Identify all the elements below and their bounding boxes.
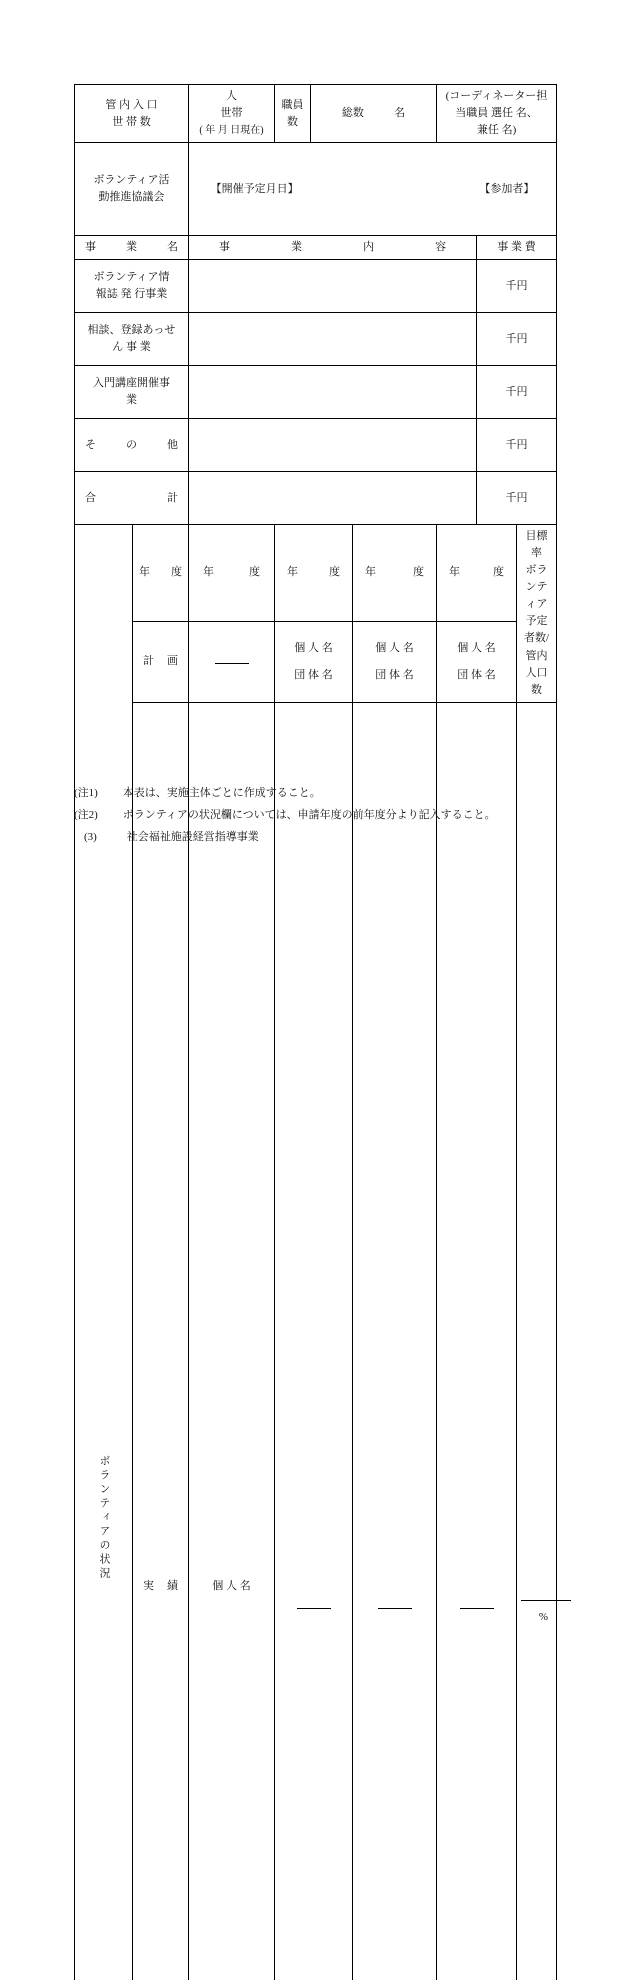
volunteer-status-side-label: ボランティアの状況 (75, 525, 133, 1980)
section-heading-3 (74, 826, 574, 848)
population-unit-person: 人 (226, 90, 237, 102)
coordinator-cell[interactable] (437, 85, 557, 143)
business-cost-4[interactable]: 千円 (477, 419, 557, 472)
grant-application-form-table (74, 84, 557, 1980)
goal-rate-cell (517, 525, 557, 702)
council-participants-label: 【参加者】 (479, 182, 535, 195)
council-row (75, 143, 557, 236)
population-date: ( 年 月 日現在) (199, 125, 264, 137)
business-name-5: 合 計 (75, 472, 189, 525)
business-name-header: 事 業 名 (75, 236, 189, 260)
dash-icon (460, 1601, 494, 1609)
table-row (75, 260, 557, 313)
footnote-1-text: 本表は、実施主体ごとに作成すること。 (122, 787, 321, 799)
header-row (75, 85, 557, 143)
goal-rate-line1: ボランティア (525, 564, 548, 611)
year-header-2: 年 度 (189, 525, 275, 621)
goal-rate-title: 目標率 (525, 530, 548, 560)
business-content-2[interactable] (189, 313, 477, 366)
business-content-3[interactable] (189, 366, 477, 419)
business-cost-header: 事 業 費 (477, 236, 557, 260)
business-cost-3[interactable]: 千円 (477, 366, 557, 419)
business-cost-5[interactable]: 千円 (477, 472, 557, 525)
footnote-1 (74, 782, 574, 804)
volunteer-result-row-1 (75, 702, 557, 1980)
plan-label: 計 画 (133, 621, 189, 702)
year-header-5: 年 度 (437, 525, 517, 621)
business-content-1[interactable] (189, 260, 477, 313)
result-cell-2[interactable] (275, 702, 353, 1980)
plan-cell-1[interactable] (189, 621, 275, 702)
footnote-2-label: (注2) (74, 809, 98, 821)
council-title-cell (75, 143, 189, 236)
table-row (75, 419, 557, 472)
plan-cell-3[interactable]: 個 人 名 団 体 名 (353, 621, 437, 702)
council-title-line1: ボランティア活 (93, 174, 170, 187)
result-first-individual[interactable]: 個 人 名 (189, 702, 275, 1980)
council-schedule-label: 【開催予定月日】 (210, 182, 299, 195)
business-name-4: そ の 他 (75, 419, 189, 472)
goal-rate-line3: 管内人口数 (525, 649, 548, 696)
goal-rate-line2: 予定者数/ (524, 615, 550, 645)
year-header-4: 年 度 (353, 525, 437, 621)
table-row (75, 366, 557, 419)
footnote-2 (74, 804, 574, 826)
population-value-cell[interactable] (189, 85, 275, 143)
table-row (75, 472, 557, 525)
council-title-line2: 動推進協議会 (98, 191, 165, 204)
section-3-label: (3) (84, 831, 97, 843)
business-header-row (75, 236, 557, 260)
business-content-5[interactable] (189, 472, 477, 525)
year-header-1: 年 度 (133, 525, 189, 621)
result-cell-3[interactable] (353, 702, 437, 1980)
result-cell-4[interactable] (437, 702, 517, 1980)
dash-icon (297, 1601, 331, 1609)
staff-count-label: 職員数 (275, 85, 311, 143)
business-name-3: 入門講座開催事 業 (75, 366, 189, 419)
dash-icon (521, 1593, 571, 1601)
dash-icon (215, 656, 249, 664)
business-cost-1[interactable]: 千円 (477, 260, 557, 313)
year-header-3: 年 度 (275, 525, 353, 621)
population-label-line1: 管 内 入 口 (105, 98, 158, 111)
population-unit-household: 世帯 (220, 107, 243, 120)
coordinator-line2: 当職員 選任 名、 (455, 107, 538, 120)
goal-percent: % (538, 1610, 549, 1623)
staff-total-label: 総数 (341, 107, 364, 120)
result-label-1: 実 績 (133, 702, 189, 1980)
population-label-cell (75, 85, 189, 143)
dash-icon (378, 1601, 412, 1609)
business-content-4[interactable] (189, 419, 477, 472)
staff-total-unit: 名 (394, 107, 406, 120)
business-name-2: 相談、登録あっせ ん 事 業 (75, 313, 189, 366)
business-cost-2[interactable]: 千円 (477, 313, 557, 366)
staff-total-cell[interactable] (311, 85, 437, 143)
table-row (75, 313, 557, 366)
population-label-line2: 世 帯 数 (112, 115, 151, 128)
business-content-header: 事 業 内 容 (189, 236, 477, 260)
footnote-1-label: (注1) (74, 787, 98, 799)
business-name-1: ボランティア情 報誌 発 行事業 (75, 260, 189, 313)
footnotes (74, 782, 574, 848)
volunteer-plan-row (75, 621, 557, 702)
coordinator-line3: 兼任 名) (476, 124, 517, 137)
plan-cell-4[interactable]: 個 人 名 団 体 名 (437, 621, 517, 702)
footnote-2-text: ボランティアの状況欄については、申請年度の前年度分より記入すること。 (122, 809, 496, 821)
plan-cell-2[interactable]: 個 人 名 団 体 名 (275, 621, 353, 702)
council-detail-cell[interactable] (189, 143, 557, 236)
goal-rate-value-cell[interactable] (517, 702, 557, 1980)
volunteer-status-header-row (75, 525, 557, 621)
coordinator-line1: (コーディネーター担 (445, 90, 548, 102)
section-3-text: 社会福祉施設経営指導事業 (126, 831, 259, 843)
